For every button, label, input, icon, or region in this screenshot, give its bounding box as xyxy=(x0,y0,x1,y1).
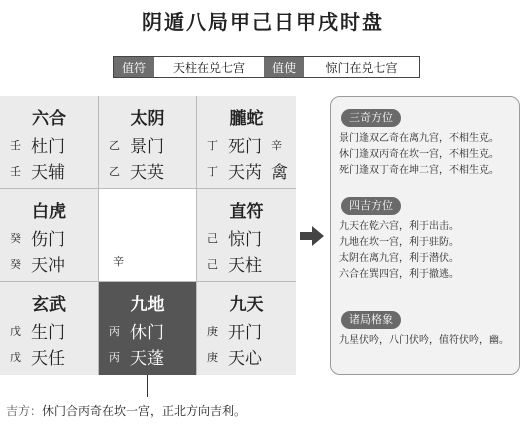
door-label: 惊门 xyxy=(228,230,262,250)
star-label: 天柱 xyxy=(228,256,262,276)
door-label: 死门 xyxy=(228,137,262,157)
stem-label: 丙 xyxy=(109,351,120,364)
star-label: 天芮 xyxy=(228,163,262,183)
stem-label: 戊 xyxy=(10,351,21,364)
stem-label: 乙 xyxy=(109,165,120,178)
stem-label: 癸 xyxy=(10,258,21,271)
footer-key: 吉方： xyxy=(6,404,43,418)
auspicious-direction-note xyxy=(6,402,246,419)
palace-s xyxy=(99,282,197,375)
palace-e xyxy=(197,189,296,282)
deity-label: 白虎 xyxy=(32,202,66,222)
zhifu-label: 值符 xyxy=(114,57,154,77)
sanqi-line: 景门逢双乙奇在离九宫，不相生克。 xyxy=(339,133,499,144)
stem-label: 乙 xyxy=(109,139,120,152)
deity-label: 九天 xyxy=(229,295,264,315)
footer-connector-line xyxy=(147,375,148,397)
star-label: 天冲 xyxy=(31,256,65,276)
zhifu-zhishi-bar xyxy=(113,56,420,78)
stem-label: 丁 xyxy=(207,165,218,178)
stem-label: 丙 xyxy=(109,325,120,338)
siji-line: 六合在巽四宫，利于撤逃。 xyxy=(339,269,459,280)
arrow-right-icon xyxy=(300,226,324,246)
deity-label: 太阴 xyxy=(130,109,165,129)
zhifu-value: 天柱在兑七宫 xyxy=(154,57,264,77)
section-title-geju: 诸局格象 xyxy=(341,311,401,329)
stem-label: 庚 xyxy=(207,325,218,338)
footer-text: 休门合丙奇在坎一宫，正北方向吉利。 xyxy=(42,404,247,418)
stem-label: 癸 xyxy=(10,232,21,245)
nine-palace-grid xyxy=(0,96,296,375)
chart-title: 阴遁八局甲己日甲戌时盘 xyxy=(142,10,384,34)
zhishi-label: 值使 xyxy=(264,57,304,77)
stem-label: 庚 xyxy=(207,351,218,364)
extra-star-label: 禽 xyxy=(271,163,288,183)
section-title-siji: 四吉方位 xyxy=(341,197,401,215)
palace-nw xyxy=(0,96,99,189)
stem-label: 壬 xyxy=(10,139,21,152)
palace-w xyxy=(0,189,99,282)
sanqi-line: 死门逢双丁奇在坤二宫，不相生克。 xyxy=(339,165,499,176)
deity-label: 朧蛇 xyxy=(229,109,264,129)
zhishi-value: 惊门在兑七宫 xyxy=(304,57,419,77)
siji-line: 九地在坎一宫，利于驻防。 xyxy=(339,237,459,248)
palace-center xyxy=(99,189,197,282)
star-label: 天蓬 xyxy=(130,349,164,369)
extra-stem-label: 辛 xyxy=(271,139,282,152)
door-label: 开门 xyxy=(228,323,262,343)
door-label: 伤门 xyxy=(31,230,65,250)
deity-label: 直符 xyxy=(229,202,264,222)
door-label: 景门 xyxy=(130,137,164,157)
stem-label: 己 xyxy=(207,232,218,245)
palace-sw xyxy=(0,282,99,375)
star-label: 天任 xyxy=(31,349,65,369)
palace-se xyxy=(197,282,296,375)
star-label: 天心 xyxy=(228,349,262,369)
deity-label: 玄武 xyxy=(32,295,66,315)
stem-label: 己 xyxy=(207,258,218,271)
stem-label: 壬 xyxy=(10,165,21,178)
sanqi-line: 休门逢双丙奇在坎一宫，不相生克。 xyxy=(339,149,499,160)
star-label: 天英 xyxy=(130,163,164,183)
door-label: 生门 xyxy=(31,323,65,343)
siji-line: 九天在乾六宫，利于出击。 xyxy=(339,221,459,232)
siji-line: 太阴在离九宫，利于潜伏。 xyxy=(339,253,459,264)
deity-label: 六合 xyxy=(32,109,66,129)
center-stem-label: 辛 xyxy=(113,255,124,268)
star-label: 天辅 xyxy=(31,163,65,183)
stem-label: 丁 xyxy=(207,139,218,152)
geju-line: 九星伏吟，八门伏吟，值符伏吟，幽。 xyxy=(339,335,509,346)
deity-label: 九地 xyxy=(130,295,165,315)
palace-ne xyxy=(197,96,296,189)
door-label: 杜门 xyxy=(31,137,65,157)
section-title-sanqi: 三奇方位 xyxy=(341,109,401,127)
stem-label: 戊 xyxy=(10,325,21,338)
door-label: 休门 xyxy=(130,323,164,343)
analysis-panel xyxy=(330,96,520,375)
palace-n xyxy=(99,96,197,189)
